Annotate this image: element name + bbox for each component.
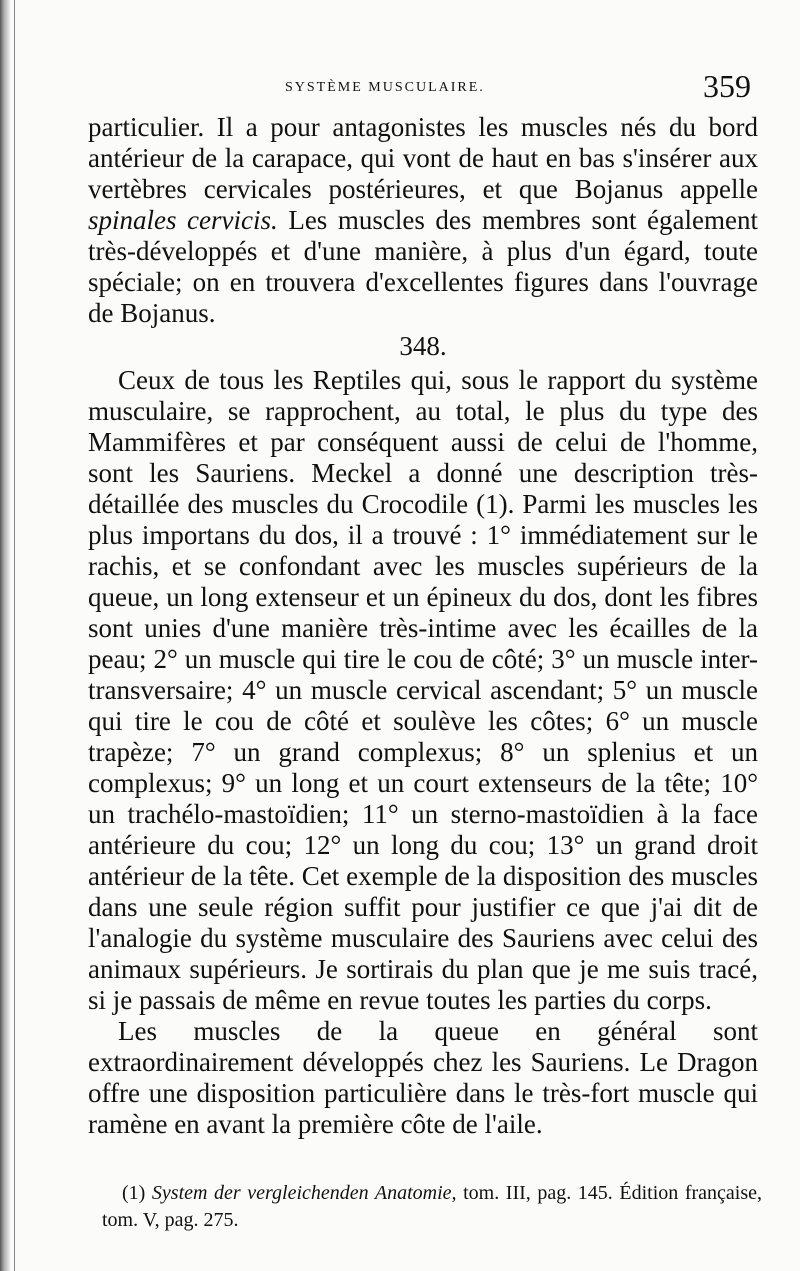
paragraph-1-text: particulier. Il a pour antagonistes les muscles nés du bord antérieur de la carapace, qui vont de haut en bas s'insérer aux vertèbres cervicales postérieures, et que Bojanus appelle <box>88 112 758 204</box>
paragraph-1-italic: spinales cervicis. <box>88 205 278 235</box>
footnote-rest: tom. III, pag. 145. Édition française, tom. V, pag. 275. <box>102 1182 762 1231</box>
footnote-text <box>102 1180 762 1234</box>
page-binding-edge <box>0 0 10 1271</box>
footnote-italic: System der vergleichenden Anatomie, <box>151 1182 457 1204</box>
footnote-marker: (1) <box>122 1182 152 1204</box>
running-head: SYSTÈME MUSCULAIRE. <box>285 80 485 95</box>
footnote <box>102 1180 762 1234</box>
section-number: 348. <box>399 331 447 361</box>
paragraph-1 <box>88 112 758 329</box>
page-edge-line <box>14 0 15 1271</box>
body-text <box>88 112 758 1140</box>
page-number: 359 <box>703 68 751 104</box>
paragraph-2: Ceux de tous les Reptiles qui, sous le rapport du système musculaire, se rapprochent, au total, le plus du type des Mammifères et par conséquent aussi de celui de l'homme, sont les Sauriens. Meckel a donné une description très-détaillée des muscles du Crocodile (1). Parmi les muscles les plus importans du dos, il a trouvé : 1° immédiatement sur le rachis, et se confondant avec les muscles supérieurs de la queue, un long extenseur et un épineux du dos, dont les fibres sont unies d'une manière très-intime avec les écailles de la peau; 2° un muscle qui tire le cou de côté; 3° un muscle inter-transversaire; 4° un muscle cervical ascendant; 5° un muscle qui tire le cou de côté et soulève les côtes; 6° un muscle trapèze; 7° un grand complexus; 8° un splenius et un complexus; 9° un long et un court extenseurs de la tête; 10° un trachélo-mastoïdien; 11° un sterno-mastoïdien à la face antérieure du cou; 12° un long du cou; 13° un grand droit antérieur de la tête. Cet exemple de la disposition des muscles dans une seule région suffit pour justifier ce que j'ai dit de l'analogie du système musculaire des Sauriens avec celui des animaux supérieurs. Je sortirais du plan que je me suis tracé, si je passais de même en revue toutes les parties du corps. <box>88 365 758 1015</box>
paragraph-3: Les muscles de la queue en général sont extraordinairement développés chez les Sauriens. Le Dragon offre une disposition particulière dans le très-fort muscle qui ramène en avant la première côte de l'aile. <box>88 1016 758 1139</box>
paragraph-1-text-end: Les muscles des membres sont également très-développés et d'une manière, à plus d'un égard, toute spéciale; on en trouvera d'excellentes figures dans l'ouvrage de Bojanus. <box>88 205 758 328</box>
